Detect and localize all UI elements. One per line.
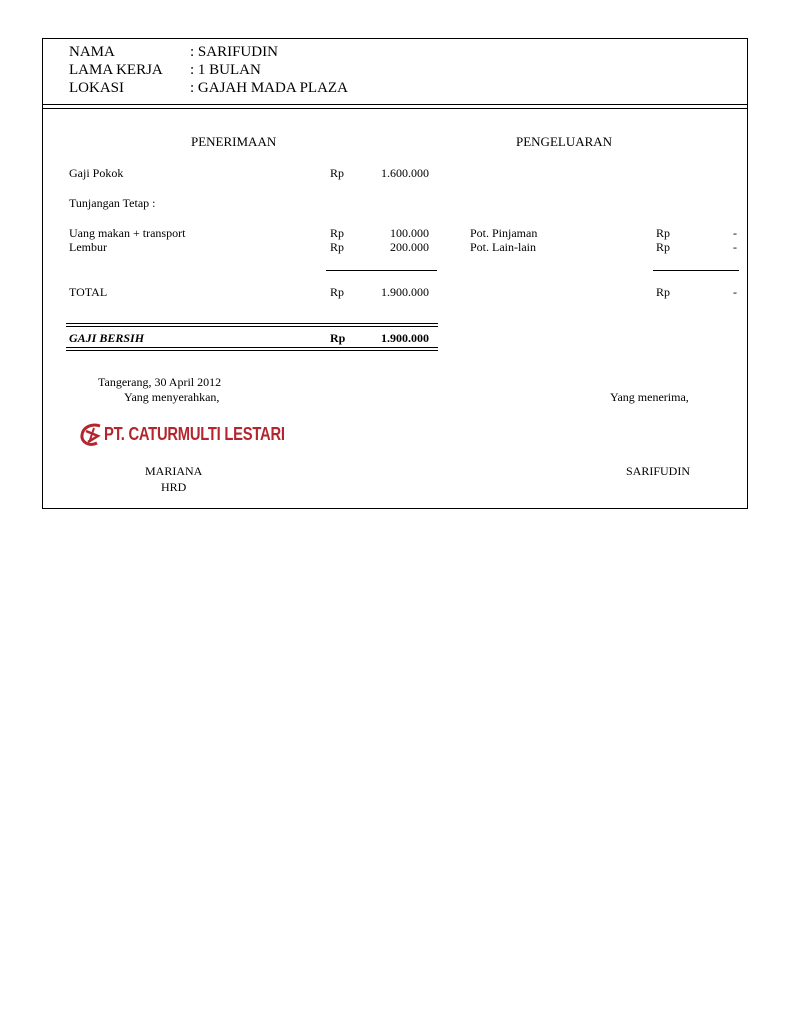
deduction-item-label: Pot. Lain-lain: [470, 240, 536, 254]
deduction-total-currency: Rp: [656, 285, 671, 299]
income-item-label: Uang makan + transport: [69, 226, 186, 240]
total-currency: Rp: [330, 285, 345, 299]
nama-label: NAMA: [69, 44, 115, 60]
gaji-bersih-rule-bottom-1: [66, 347, 438, 348]
gaji-bersih-currency: Rp: [330, 331, 346, 345]
deduction-item-currency: Rp: [656, 240, 671, 254]
deduction-total-amount: -: [733, 285, 737, 299]
deduction-item-currency: Rp: [656, 226, 671, 240]
deduction-subtotal-rule: [653, 270, 739, 271]
deduction-item-amount: -: [733, 240, 737, 254]
penerimaan-title: PENERIMAAN: [191, 134, 277, 149]
gaji-bersih-label: GAJI BERSIH: [69, 331, 145, 345]
deduction-item-amount: -: [733, 226, 737, 240]
deduction-item-label: Pot. Pinjaman: [470, 226, 538, 240]
gaji-pokok-amount: 1.600.000: [381, 166, 429, 180]
gaji-bersih-rule-top-1: [66, 323, 438, 324]
company-logo: [80, 422, 285, 448]
income-item-amount: 200.000: [390, 240, 429, 254]
income-item-currency: Rp: [330, 240, 345, 254]
header-divider-bottom: [42, 108, 748, 109]
gaji-bersih-rule-bottom-2: [66, 350, 438, 351]
income-item-amount: 100.000: [390, 226, 429, 240]
company-logo-icon: [80, 422, 104, 448]
total-label: TOTAL: [69, 285, 108, 299]
giver-label: Yang menyerahkan,: [124, 390, 220, 404]
total-amount: 1.900.000: [381, 285, 429, 299]
lokasi-label: LOKASI: [69, 80, 124, 96]
giver-name: MARIANA: [145, 464, 203, 478]
company-logo-text: PT. CATURMULTI LESTARI: [104, 424, 285, 444]
income-item-label: Lembur: [69, 240, 107, 254]
gaji-pokok-currency: Rp: [330, 166, 345, 180]
receiver-label: Yang menerima,: [610, 390, 689, 404]
giver-title: HRD: [161, 480, 187, 494]
nama-value: : SARIFUDIN: [190, 44, 278, 60]
receiver-name: SARIFUDIN: [626, 464, 691, 478]
income-item-currency: Rp: [330, 226, 345, 240]
pengeluaran-title: PENGELUARAN: [516, 134, 613, 149]
lama-kerja-value: : 1 BULAN: [190, 62, 261, 78]
lokasi-value: : GAJAH MADA PLAZA: [190, 80, 348, 96]
lama-kerja-label: LAMA KERJA: [69, 62, 163, 78]
income-subtotal-rule: [326, 270, 437, 271]
gaji-bersih-amount: 1.900.000: [381, 331, 429, 345]
gaji-pokok-label: Gaji Pokok: [69, 166, 124, 180]
header-divider-top: [42, 104, 748, 105]
place-date: Tangerang, 30 April 2012: [98, 375, 222, 389]
tunjangan-label: Tunjangan Tetap :: [69, 196, 156, 210]
gaji-bersih-rule-top-2: [66, 326, 438, 327]
